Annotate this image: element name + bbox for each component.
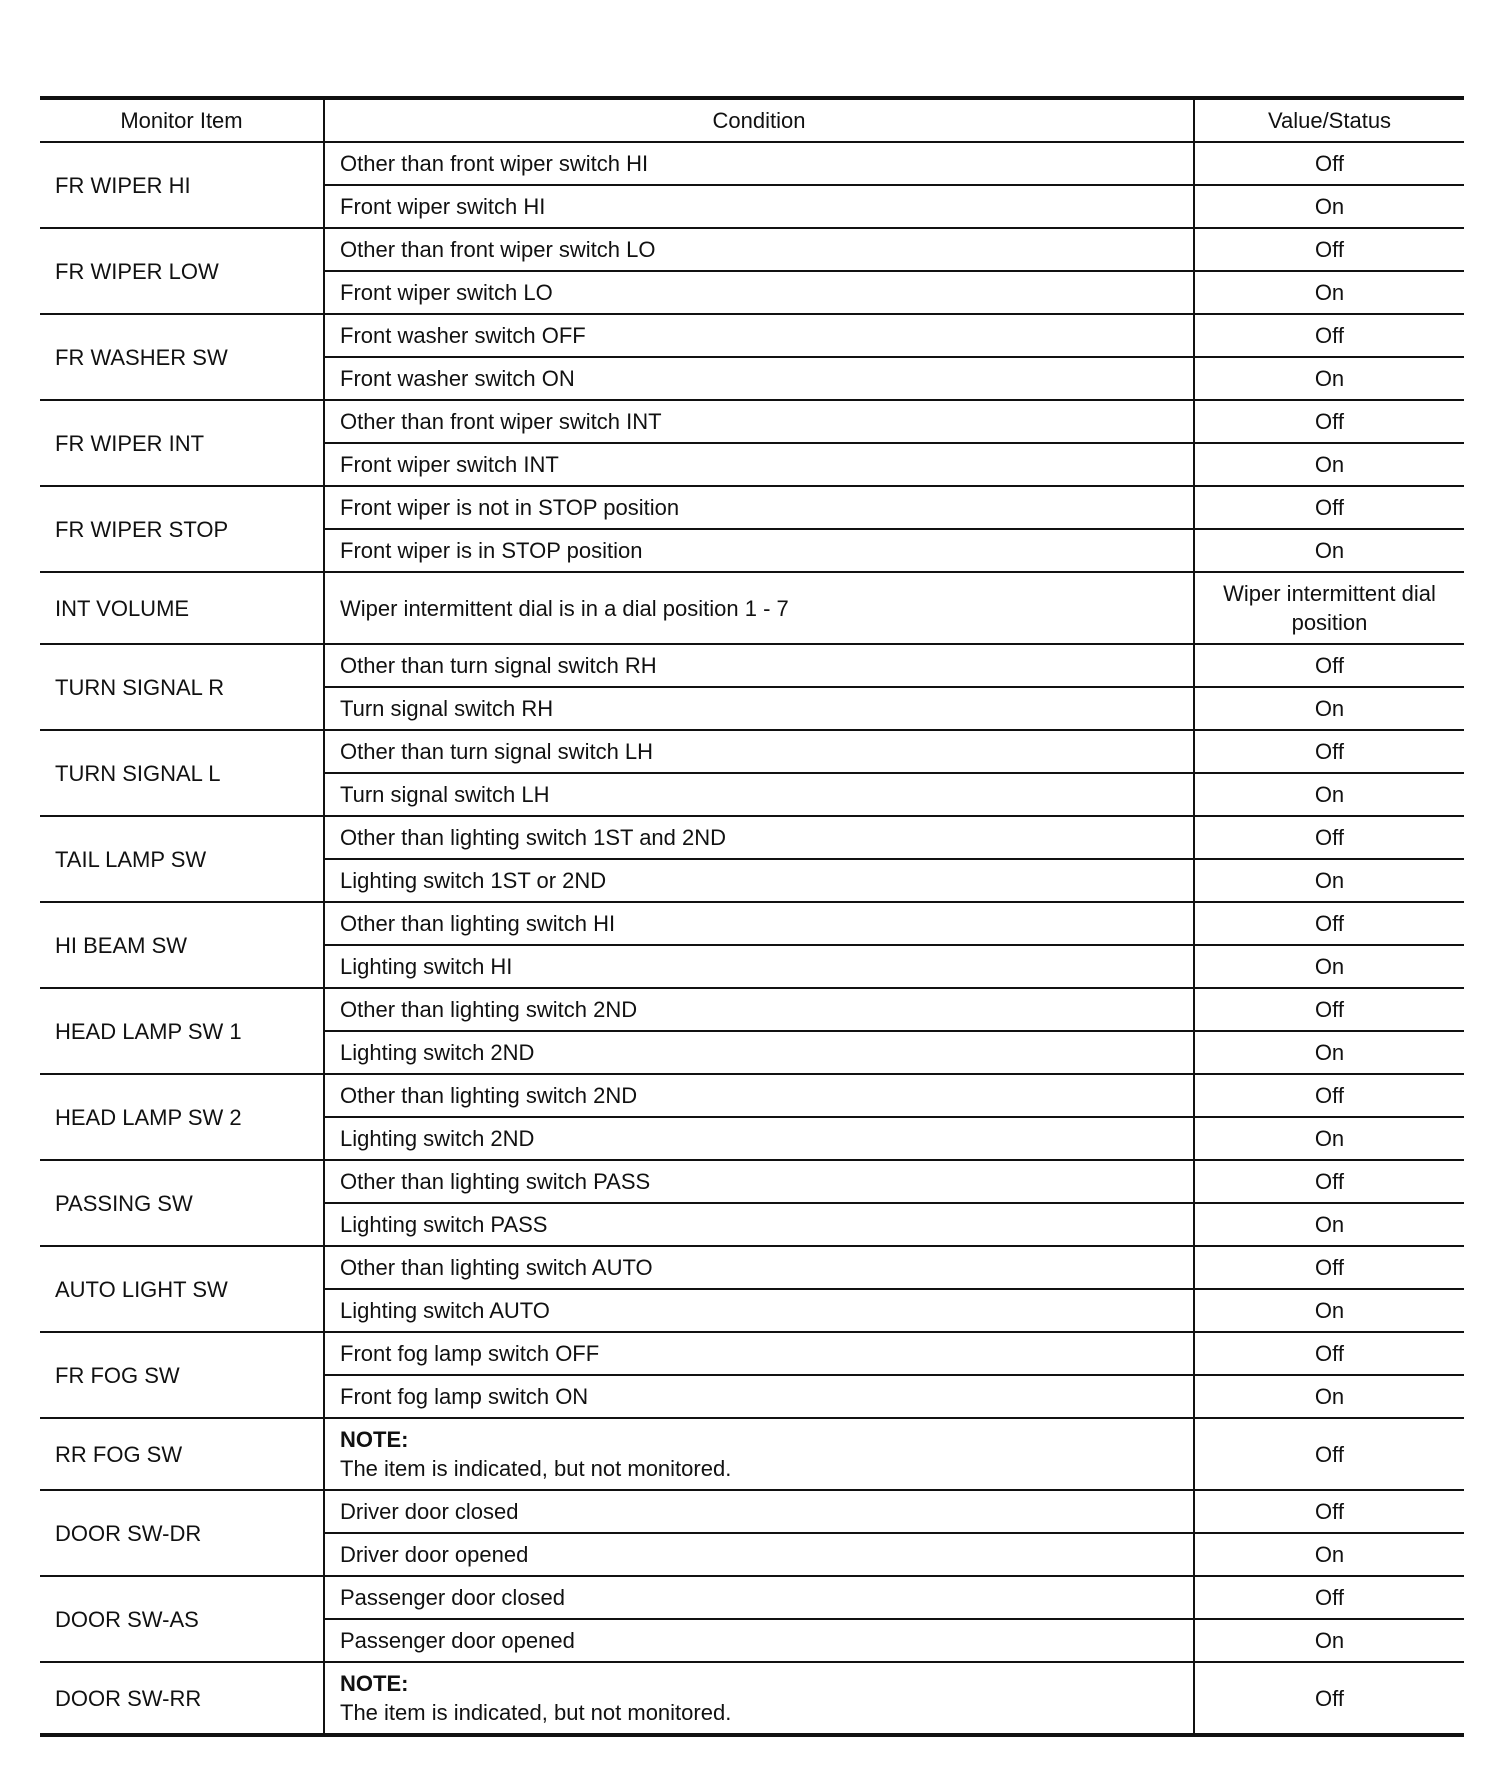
- table-row: [40, 486, 1464, 529]
- value-status-cell: On: [1194, 1203, 1464, 1246]
- condition-cell: Other than lighting switch 2ND: [324, 988, 1194, 1031]
- condition-cell: Front wiper switch LO: [324, 271, 1194, 314]
- condition-cell: Front wiper is in STOP position: [324, 529, 1194, 572]
- condition-cell: Other than lighting switch 1ST and 2ND: [324, 816, 1194, 859]
- value-status-cell: On: [1194, 859, 1464, 902]
- condition-cell: Lighting switch 2ND: [324, 1031, 1194, 1074]
- note-text: The item is indicated, but not monitored.: [340, 1456, 732, 1481]
- condition-cell: Passenger door opened: [324, 1619, 1194, 1662]
- value-status-cell: On: [1194, 687, 1464, 730]
- table-row: [40, 314, 1464, 357]
- note-text: The item is indicated, but not monitored.: [340, 1700, 732, 1725]
- table-row: [40, 1490, 1464, 1533]
- value-status-cell: On: [1194, 773, 1464, 816]
- value-status-cell: On: [1194, 357, 1464, 400]
- condition-cell: Lighting switch 2ND: [324, 1117, 1194, 1160]
- value-status-cell: Off: [1194, 1332, 1464, 1375]
- monitor-item-cell: DOOR SW-AS: [40, 1576, 324, 1662]
- value-status-cell: Off: [1194, 1490, 1464, 1533]
- table-row: [40, 572, 1464, 644]
- value-status-cell: Wiper intermittent dial position: [1194, 572, 1464, 644]
- condition-cell: Other than lighting switch HI: [324, 902, 1194, 945]
- monitor-item-cell: TAIL LAMP SW: [40, 816, 324, 902]
- table-row: [40, 1246, 1464, 1289]
- condition-cell: Other than front wiper switch INT: [324, 400, 1194, 443]
- table-row: [40, 902, 1464, 945]
- monitor-item-cell: PASSING SW: [40, 1160, 324, 1246]
- condition-cell: Other than lighting switch AUTO: [324, 1246, 1194, 1289]
- monitor-item-cell: FR WIPER INT: [40, 400, 324, 486]
- table-row: [40, 142, 1464, 185]
- monitor-item-cell: FR WIPER LOW: [40, 228, 324, 314]
- table-row: [40, 1332, 1464, 1375]
- value-status-cell: Off: [1194, 1074, 1464, 1117]
- condition-cell: Front washer switch OFF: [324, 314, 1194, 357]
- header-monitor-item: Monitor Item: [40, 98, 324, 142]
- table-row: [40, 816, 1464, 859]
- value-status-cell: Off: [1194, 902, 1464, 945]
- table-row: [40, 400, 1464, 443]
- value-status-cell: On: [1194, 529, 1464, 572]
- monitor-item-cell: HEAD LAMP SW 1: [40, 988, 324, 1074]
- table-row: [40, 1418, 1464, 1490]
- condition-cell: Other than lighting switch 2ND: [324, 1074, 1194, 1117]
- condition-cell: Passenger door closed: [324, 1576, 1194, 1619]
- table-row: [40, 1074, 1464, 1117]
- condition-cell: Other than turn signal switch RH: [324, 644, 1194, 687]
- condition-cell: Driver door opened: [324, 1533, 1194, 1576]
- value-status-cell: Off: [1194, 314, 1464, 357]
- condition-cell: Turn signal switch LH: [324, 773, 1194, 816]
- value-status-cell: Off: [1194, 1246, 1464, 1289]
- value-status-cell: On: [1194, 1289, 1464, 1332]
- table-row: [40, 1160, 1464, 1203]
- value-status-cell: On: [1194, 271, 1464, 314]
- monitor-item-cell: DOOR SW-DR: [40, 1490, 324, 1576]
- monitor-item-cell: RR FOG SW: [40, 1418, 324, 1490]
- condition-cell: Front wiper switch INT: [324, 443, 1194, 486]
- table-body: [40, 142, 1464, 1735]
- monitor-item-cell: FR WIPER HI: [40, 142, 324, 228]
- monitor-item-cell: HI BEAM SW: [40, 902, 324, 988]
- value-status-cell: Off: [1194, 816, 1464, 859]
- value-status-cell: On: [1194, 185, 1464, 228]
- monitor-item-cell: INT VOLUME: [40, 572, 324, 644]
- value-status-cell: On: [1194, 1117, 1464, 1160]
- condition-cell: Wiper intermittent dial is in a dial position 1 - 7: [324, 572, 1194, 644]
- value-status-cell: Off: [1194, 486, 1464, 529]
- value-status-cell: Off: [1194, 228, 1464, 271]
- value-status-cell: On: [1194, 1533, 1464, 1576]
- table-header-row: [40, 98, 1464, 142]
- value-status-cell: Off: [1194, 1576, 1464, 1619]
- value-status-cell: Off: [1194, 1160, 1464, 1203]
- condition-cell: Lighting switch 1ST or 2ND: [324, 859, 1194, 902]
- condition-cell: Front wiper is not in STOP position: [324, 486, 1194, 529]
- value-status-cell: On: [1194, 945, 1464, 988]
- monitor-item-cell: AUTO LIGHT SW: [40, 1246, 324, 1332]
- condition-cell: Other than front wiper switch HI: [324, 142, 1194, 185]
- value-status-cell: Off: [1194, 1418, 1464, 1490]
- table-row: [40, 1576, 1464, 1619]
- monitor-item-cell: FR FOG SW: [40, 1332, 324, 1418]
- value-status-cell: On: [1194, 443, 1464, 486]
- monitor-item-cell: DOOR SW-RR: [40, 1662, 324, 1735]
- value-status-cell: On: [1194, 1619, 1464, 1662]
- condition-cell: Driver door closed: [324, 1490, 1194, 1533]
- monitor-item-cell: TURN SIGNAL R: [40, 644, 324, 730]
- condition-cell: Lighting switch PASS: [324, 1203, 1194, 1246]
- value-status-cell: Off: [1194, 1662, 1464, 1735]
- monitor-item-cell: FR WIPER STOP: [40, 486, 324, 572]
- value-status-cell: On: [1194, 1375, 1464, 1418]
- monitor-item-cell: FR WASHER SW: [40, 314, 324, 400]
- value-status-cell: Off: [1194, 644, 1464, 687]
- condition-cell: Front wiper switch HI: [324, 185, 1194, 228]
- value-status-cell: Off: [1194, 730, 1464, 773]
- table-row: [40, 228, 1464, 271]
- condition-cell: [324, 1662, 1194, 1735]
- value-status-cell: Off: [1194, 400, 1464, 443]
- condition-cell: Front washer switch ON: [324, 357, 1194, 400]
- table-row: [40, 988, 1464, 1031]
- condition-cell: Other than turn signal switch LH: [324, 730, 1194, 773]
- header-value-status: Value/Status: [1194, 98, 1464, 142]
- monitor-item-table: [40, 96, 1464, 1737]
- condition-cell: [324, 1418, 1194, 1490]
- condition-cell: Turn signal switch RH: [324, 687, 1194, 730]
- condition-cell: Front fog lamp switch ON: [324, 1375, 1194, 1418]
- table-row: [40, 644, 1464, 687]
- condition-cell: Front fog lamp switch OFF: [324, 1332, 1194, 1375]
- header-condition: Condition: [324, 98, 1194, 142]
- value-status-cell: Off: [1194, 988, 1464, 1031]
- condition-cell: Other than lighting switch PASS: [324, 1160, 1194, 1203]
- table-row: [40, 730, 1464, 773]
- value-status-cell: On: [1194, 1031, 1464, 1074]
- monitor-item-cell: TURN SIGNAL L: [40, 730, 324, 816]
- monitor-item-cell: HEAD LAMP SW 2: [40, 1074, 324, 1160]
- condition-cell: Lighting switch AUTO: [324, 1289, 1194, 1332]
- note-label: NOTE:: [340, 1671, 409, 1696]
- condition-cell: Other than front wiper switch LO: [324, 228, 1194, 271]
- table-row: [40, 1662, 1464, 1735]
- note-label: NOTE:: [340, 1427, 409, 1452]
- condition-cell: Lighting switch HI: [324, 945, 1194, 988]
- value-status-cell: Off: [1194, 142, 1464, 185]
